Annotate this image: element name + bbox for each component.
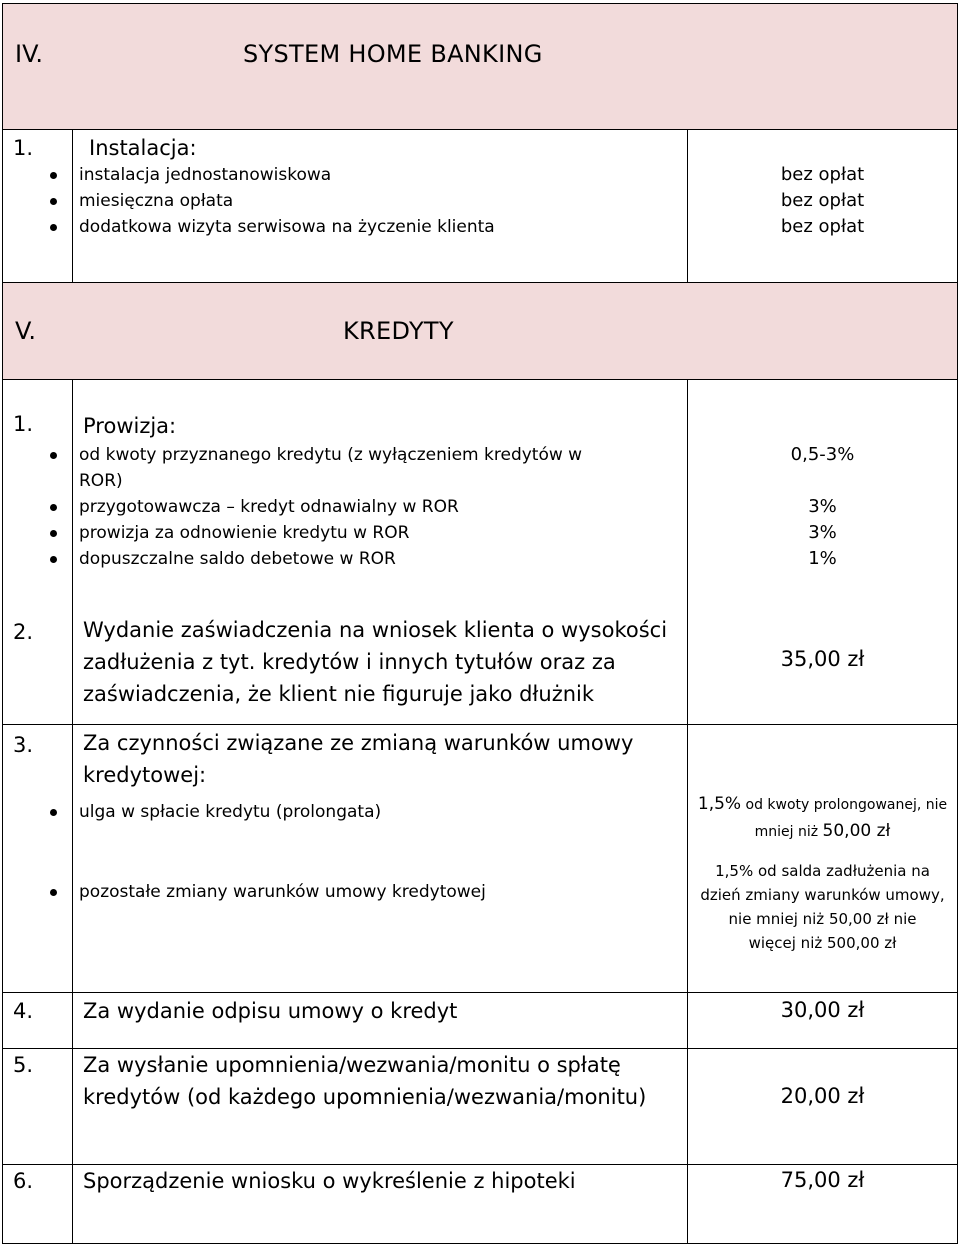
fee-value: 3%	[808, 522, 837, 543]
changes-row	[3, 725, 958, 993]
fee-desc: od kwoty prolongowanej, nie	[741, 797, 948, 813]
list-item: dopuszczalne saldo debetowe w ROR	[3, 546, 687, 572]
row-number: 1.	[13, 136, 34, 160]
row-text-line: zaświadczenia, że klient nie figuruje jako dłużnik	[83, 682, 595, 706]
row-number: 3.	[13, 733, 34, 757]
row-text-line: Za czynności związane ze zmianą warunków umowy	[83, 731, 634, 755]
row-text-line: Wydanie zaświadczenia na wniosek klienta o wysokości	[83, 618, 668, 642]
fee-desc: dzień zmiany warunków umowy,	[700, 886, 945, 904]
commission-row	[3, 380, 958, 581]
fee-value-other-changes	[688, 845, 957, 955]
section-number: IV.	[15, 40, 44, 68]
list-item: miesięczna opłata	[3, 188, 687, 214]
fee-value: 35,00 zł	[780, 647, 865, 671]
list-item	[3, 442, 687, 494]
fee-value: 75,00 zł	[780, 1168, 865, 1192]
reminder-row	[3, 1049, 958, 1165]
row-text: Sporządzenie wniosku o wykreślenie z hipoteki	[83, 1169, 576, 1193]
section-number: V.	[15, 317, 36, 345]
list-item: instalacja jednostanowiskowa	[3, 162, 687, 188]
fee-amount: 50,00 zł	[822, 821, 891, 841]
row-heading: Instalacja:	[89, 136, 197, 160]
copy-row	[3, 993, 958, 1049]
list-item: ulga w spłacie kredytu (prolongata)	[3, 799, 687, 825]
fee-desc: więcej niż 500,00 zł	[748, 934, 897, 952]
fee-desc: 1,5% od salda zadłużenia na	[715, 862, 930, 880]
section-header-kredyty	[3, 283, 958, 380]
row-number: 4.	[13, 999, 34, 1023]
row-number: 6.	[13, 1169, 34, 1193]
list-item: pozostałe zmiany warunków umowy kredytowej	[3, 879, 687, 905]
row-text-line: Za wysłanie upomnienia/wezwania/monitu o spłatę	[83, 1053, 621, 1077]
fee-value: 20,00 zł	[780, 1084, 865, 1108]
row-text-line: zadłużenia z tyt. kredytów i innych tytułów oraz za	[83, 650, 616, 674]
section-header-home-banking	[3, 4, 958, 130]
installation-row	[3, 130, 958, 283]
fee-desc: mniej niż	[754, 824, 823, 840]
row-text	[73, 725, 687, 791]
fee-table	[2, 3, 958, 1244]
fee-value: 1%	[808, 548, 837, 569]
fee-value-prolongation	[688, 725, 957, 845]
row-text: Za wydanie odpisu umowy o kredyt	[83, 999, 458, 1023]
section-title: SYSTEM HOME BANKING	[243, 40, 543, 68]
fee-value: 30,00 zł	[780, 998, 865, 1022]
section-title: KREDYTY	[343, 317, 454, 345]
list-item: prowizja za odnowienie kredytu w ROR	[3, 520, 687, 546]
row-text-line: kredytów (od każdego upomnienia/wezwania/monitu)	[83, 1085, 647, 1109]
fee-desc: nie mniej niż 50,00 zł nie	[728, 910, 917, 928]
row-number: 2.	[13, 620, 34, 644]
fee-value: 0,5-3%	[790, 444, 855, 465]
row-heading: Prowizja:	[83, 414, 177, 438]
list-item: przygotowawcza – kredyt odnawialny w ROR	[3, 494, 687, 520]
list-item-line: ROR)	[79, 471, 123, 491]
row-text-line: kredytowej:	[83, 763, 207, 787]
list-item: dodatkowa wizyta serwisowa na życzenie klienta	[3, 214, 687, 240]
fee-value: bez opłat	[780, 164, 865, 185]
fee-value: bez opłat	[780, 190, 865, 211]
row-number: 5.	[13, 1053, 34, 1077]
fee-value: 3%	[808, 496, 837, 517]
row-text	[73, 580, 687, 710]
row-text	[73, 1049, 687, 1113]
list-item-line: od kwoty przyznanego kredytu (z wyłączeniem kredytów w	[79, 445, 583, 465]
mortgage-row	[3, 1165, 958, 1244]
fee-value: bez opłat	[780, 216, 865, 237]
certificate-row	[3, 580, 958, 725]
fee-percent: 1,5%	[697, 794, 742, 814]
value-spacer	[688, 468, 957, 494]
row-number: 1.	[13, 412, 34, 436]
